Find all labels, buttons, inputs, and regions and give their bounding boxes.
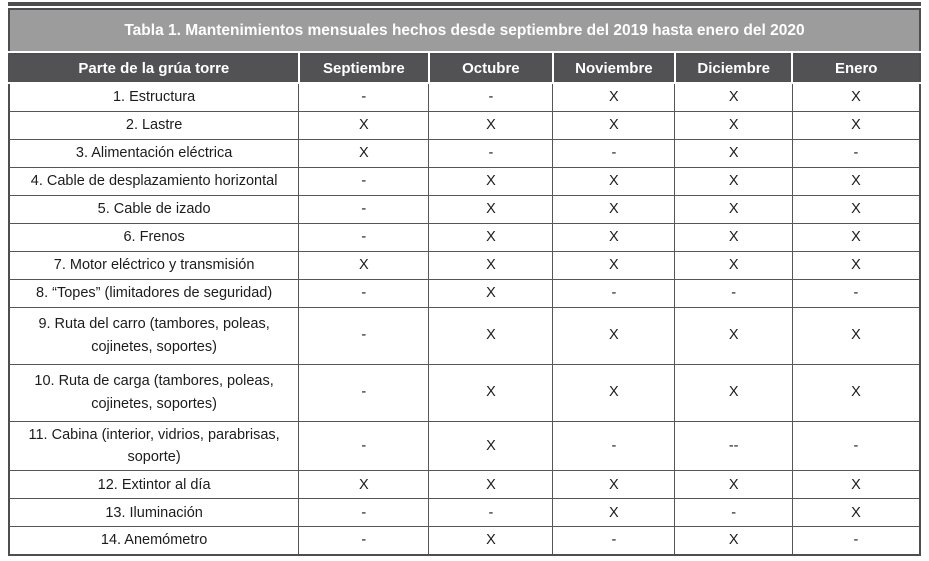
row-label: 11. Cabina (interior, vidrios, parabrisas, soporte) (9, 421, 299, 471)
cell: - (429, 83, 553, 111)
row-label: 10. Ruta de carga (tambores, poleas, cojinetes, soportes) (9, 364, 299, 421)
cell: X (429, 364, 553, 421)
row-label: 2. Lastre (9, 111, 299, 139)
cell: X (299, 111, 429, 139)
table-row (9, 139, 920, 167)
cell: X (675, 83, 793, 111)
cell: - (553, 139, 675, 167)
table-row (9, 279, 920, 307)
cell: - (792, 527, 920, 555)
cell: - (299, 167, 429, 195)
cell: X (792, 83, 920, 111)
row-label: 7. Motor eléctrico y transmisión (9, 251, 299, 279)
table-row (9, 364, 920, 421)
col-header-noviembre: Noviembre (553, 54, 675, 83)
table-row (9, 471, 920, 499)
row-label: 5. Cable de izado (9, 195, 299, 223)
cell: X (675, 251, 793, 279)
cell: X (553, 223, 675, 251)
row-label: 13. Iluminación (9, 499, 299, 527)
cell: - (429, 139, 553, 167)
cell: X (792, 307, 920, 364)
table-row (9, 307, 920, 364)
cell: X (429, 471, 553, 499)
cell: X (792, 471, 920, 499)
cell: - (299, 364, 429, 421)
cell: X (675, 471, 793, 499)
row-label: 12. Extintor al día (9, 471, 299, 499)
cell: X (792, 111, 920, 139)
cell: - (299, 83, 429, 111)
cell: X (792, 499, 920, 527)
cell: X (675, 307, 793, 364)
table-title: Tabla 1. Mantenimientos mensuales hechos desde septiembre del 2019 hasta enero del 2020 (8, 8, 921, 51)
cell: X (429, 111, 553, 139)
cell: - (675, 279, 793, 307)
cell: X (553, 167, 675, 195)
cell: X (553, 307, 675, 364)
cell: - (299, 307, 429, 364)
row-label: 3. Alimentación eléctrica (9, 139, 299, 167)
cell: - (553, 279, 675, 307)
cell: X (553, 364, 675, 421)
cell: X (429, 167, 553, 195)
cell: - (299, 195, 429, 223)
row-label: 9. Ruta del carro (tambores, poleas, cojinetes, soportes) (9, 307, 299, 364)
cell: X (429, 279, 553, 307)
cell: - (299, 279, 429, 307)
table-row (9, 499, 920, 527)
table-row (9, 83, 920, 111)
col-header-septiembre: Septiembre (299, 54, 429, 83)
cell: X (553, 195, 675, 223)
cell: - (675, 499, 793, 527)
row-label: 14. Anemómetro (9, 527, 299, 555)
row-label: 1. Estructura (9, 83, 299, 111)
col-header-parte-grua: Parte de la grúa torre (9, 54, 299, 83)
cell: - (553, 421, 675, 471)
cell: - (429, 499, 553, 527)
cell: - (792, 279, 920, 307)
table-body (9, 83, 920, 555)
cell: X (675, 195, 793, 223)
cell: X (792, 167, 920, 195)
header-row (9, 54, 920, 83)
row-label: 4. Cable de desplazamiento horizontal (9, 167, 299, 195)
cell: - (299, 421, 429, 471)
col-header-octubre: Octubre (429, 54, 553, 83)
cell: X (553, 251, 675, 279)
cell: - (299, 499, 429, 527)
cell: X (299, 471, 429, 499)
cell: X (675, 364, 793, 421)
col-header-enero: Enero (792, 54, 920, 83)
cell: X (792, 195, 920, 223)
cell: X (675, 111, 793, 139)
cell: - (299, 223, 429, 251)
cell: - (792, 139, 920, 167)
table-row (9, 421, 920, 471)
cell: X (792, 251, 920, 279)
col-header-diciembre: Diciembre (675, 54, 793, 83)
cell: X (553, 83, 675, 111)
cell: X (299, 251, 429, 279)
cell: X (675, 139, 793, 167)
cell: - (299, 527, 429, 555)
table-row (9, 167, 920, 195)
table-row (9, 111, 920, 139)
table-row (9, 527, 920, 555)
cell: X (675, 167, 793, 195)
cell: X (553, 111, 675, 139)
cell: - (792, 421, 920, 471)
cell: X (429, 527, 553, 555)
cell: X (429, 195, 553, 223)
table-row (9, 223, 920, 251)
cell: X (429, 223, 553, 251)
cell: X (429, 251, 553, 279)
table-row (9, 251, 920, 279)
row-label: 6. Frenos (9, 223, 299, 251)
cell: X (792, 223, 920, 251)
cell: X (429, 307, 553, 364)
cell: X (675, 527, 793, 555)
cell: X (792, 364, 920, 421)
cell: X (299, 139, 429, 167)
cell: -- (675, 421, 793, 471)
cell: X (553, 471, 675, 499)
cell: X (429, 421, 553, 471)
table-header (9, 54, 920, 83)
table-top-rule (8, 2, 921, 6)
cell: X (553, 499, 675, 527)
table-row (9, 195, 920, 223)
row-label: 8. “Topes” (limitadores de seguridad) (9, 279, 299, 307)
maintenance-table (8, 53, 921, 556)
cell: - (553, 527, 675, 555)
cell: X (675, 223, 793, 251)
